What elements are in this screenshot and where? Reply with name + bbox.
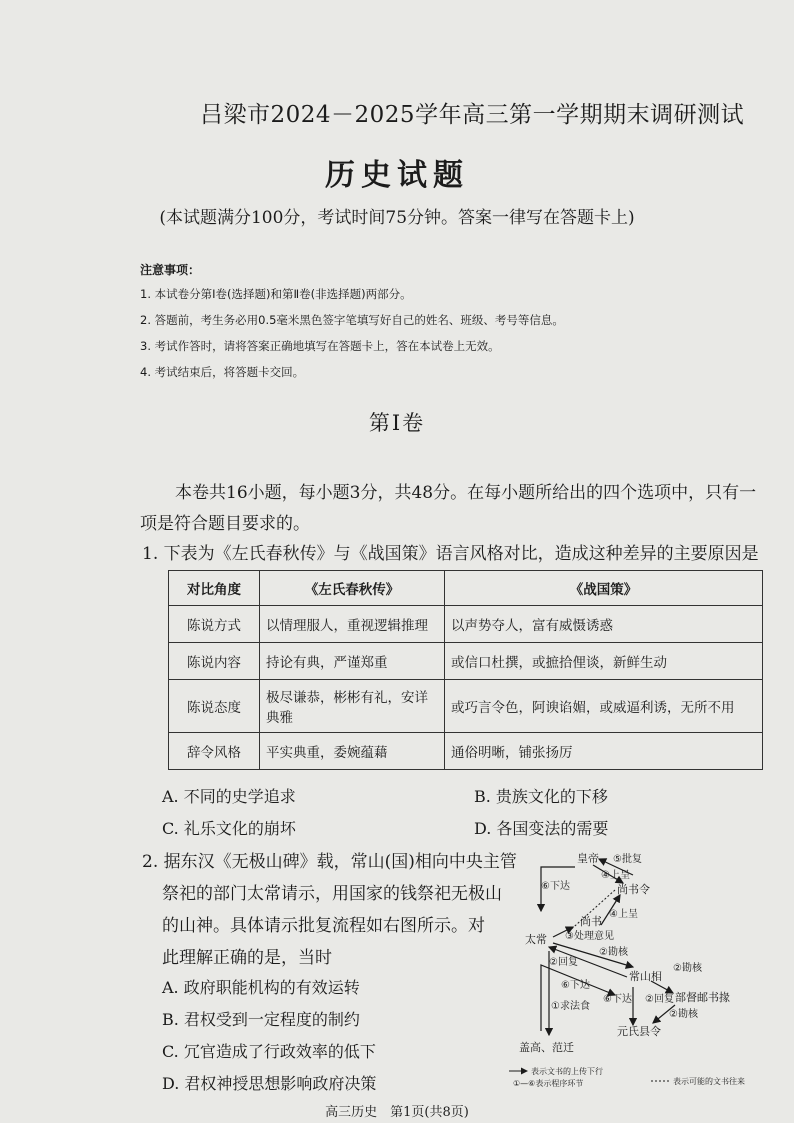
q2-option-d: D. 君权神授思想影响政府决策 xyxy=(162,1074,377,1093)
node-yuanshi: 元氏县令 xyxy=(617,1025,661,1038)
section-title: 第Ⅰ卷 xyxy=(368,411,426,435)
question-2-stem-line: 祭祀的部门太常请示，用国家的钱祭祀无极山 xyxy=(162,884,502,904)
table-header: 对比角度 xyxy=(169,571,260,606)
node-emperor: 皇帝 xyxy=(577,852,599,865)
notes-title: 注意事项： xyxy=(140,263,201,277)
table-cell: 以声势夺人，富有威慑诱惑 xyxy=(445,606,763,643)
q1-option-c: C. 礼乐文化的崩坏 xyxy=(162,819,296,838)
question-2-stem-line: 2. 据东汉《无极山碑》载，常山(国)相向中央主管 xyxy=(142,852,517,872)
legend-arrow-label: 表示文书的上传下行 xyxy=(531,1067,603,1076)
q1-option-a: A. 不同的史学追求 xyxy=(162,787,296,806)
step-label: ⑥下达 xyxy=(603,994,632,1005)
q2-option-c: C. 冗官造成了行政效率的低下 xyxy=(162,1042,376,1061)
step-label: ⑤批复 xyxy=(613,854,642,865)
q2-option-a: A. 政府职能机构的有效运转 xyxy=(162,978,360,997)
node-shangshuling: 尚书令 xyxy=(617,883,650,896)
table-cell: 陈说态度 xyxy=(169,680,260,733)
node-taichang: 太常 xyxy=(525,933,547,946)
table-row xyxy=(169,680,763,733)
question-2-stem-line: 的山神。具体请示批复流程如右图所示。对 xyxy=(162,916,485,936)
section-intro-line2: 项是符合题目要求的。 xyxy=(140,514,310,534)
table-header-row xyxy=(169,571,763,606)
node-shangshu: 尚书 xyxy=(580,915,602,928)
note-item: 3. 考试作答时，请将答案正确地填写在答题卡上，答在本试卷上无效。 xyxy=(140,339,500,353)
table-header: 《左氏春秋传》 xyxy=(260,571,445,606)
table-row xyxy=(169,643,763,680)
table-cell: 或信口杜撰，或摭拾俚谈，新鲜生动 xyxy=(445,643,763,680)
table-cell: 辞令风格 xyxy=(169,733,260,770)
q2-option-b: B. 君权受到一定程度的制约 xyxy=(162,1010,360,1029)
step-label: ③处理意见 xyxy=(565,931,614,942)
subject-title: 历史试题 xyxy=(325,158,469,193)
table-cell: 陈说方式 xyxy=(169,606,260,643)
table-cell: 陈说内容 xyxy=(169,643,260,680)
legend-numbers-label: ①—⑥表示程序环节 xyxy=(513,1079,584,1088)
step-label: ⑥下达 xyxy=(561,980,590,991)
legend-dotted-label: 表示可能的文书往来 xyxy=(673,1077,745,1086)
step-label: ②回复 xyxy=(645,994,674,1005)
table-cell: 或巧言令色，阿谀谄媚，或威逼利诱，无所不用 xyxy=(445,680,763,733)
q1-option-b: B. 贵族文化的下移 xyxy=(474,787,608,806)
approval-flow-diagram xyxy=(505,845,775,1095)
table-row xyxy=(169,733,763,770)
table-cell: 通俗明晰，铺张扬厉 xyxy=(445,733,763,770)
step-label: ①求法食 xyxy=(551,1001,590,1012)
step-label: ②勘核 xyxy=(599,947,628,958)
note-item: 4. 考试结束后，将答题卡交回。 xyxy=(140,365,305,379)
table-cell: 以情理服人，重视逻辑推理 xyxy=(260,606,445,643)
exam-subtitle: (本试题满分100分，考试时间75分钟。答案一律写在答题卡上) xyxy=(159,208,635,228)
question-1-stem: 1. 下表为《左氏春秋传》与《战国策》语言风格对比，造成这种差异的主要原因是 xyxy=(142,544,759,564)
step-label: ④上呈 xyxy=(609,909,638,920)
question-2-stem-line: 此理解正确的是，当时 xyxy=(162,948,332,968)
section-intro-line1: 本卷共16小题，每小题3分，共48分。在每小题所给出的四个选项中，只有一 xyxy=(175,483,757,503)
table-row xyxy=(169,606,763,643)
step-label: ②回复 xyxy=(549,957,578,968)
node-gaigao: 盖高、范迁 xyxy=(519,1041,574,1054)
node-budu: 部督邮书掾 xyxy=(675,991,730,1004)
page-footer: 高三历史 第1页(共8页) xyxy=(325,1105,469,1120)
table-cell: 持论有典，严谨郑重 xyxy=(260,643,445,680)
step-label: ④上呈 xyxy=(601,870,630,881)
q1-option-d: D. 各国变法的需要 xyxy=(474,819,609,838)
note-item: 2. 答题前，考生务必用0.5毫米黑色签字笔填写好自己的姓名、班级、考号等信息。 xyxy=(140,313,564,327)
table-cell: 平实典重，委婉蕴藉 xyxy=(260,733,445,770)
table-cell: 极尽谦恭，彬彬有礼，安详典雅 xyxy=(260,680,445,733)
comparison-table xyxy=(168,570,763,770)
step-label: ②勘核 xyxy=(673,963,702,974)
step-label: ②勘核 xyxy=(669,1009,698,1020)
table-header: 《战国策》 xyxy=(445,571,763,606)
node-changshanxiang: 常山相 xyxy=(629,970,662,983)
note-item: 1. 本试卷分第Ⅰ卷(选择题)和第Ⅱ卷(非选择题)两部分。 xyxy=(140,287,412,301)
step-label: ⑥下达 xyxy=(541,881,570,892)
exam-title: 吕梁市2024－2025学年高三第一学期期末调研测试 xyxy=(200,102,745,128)
